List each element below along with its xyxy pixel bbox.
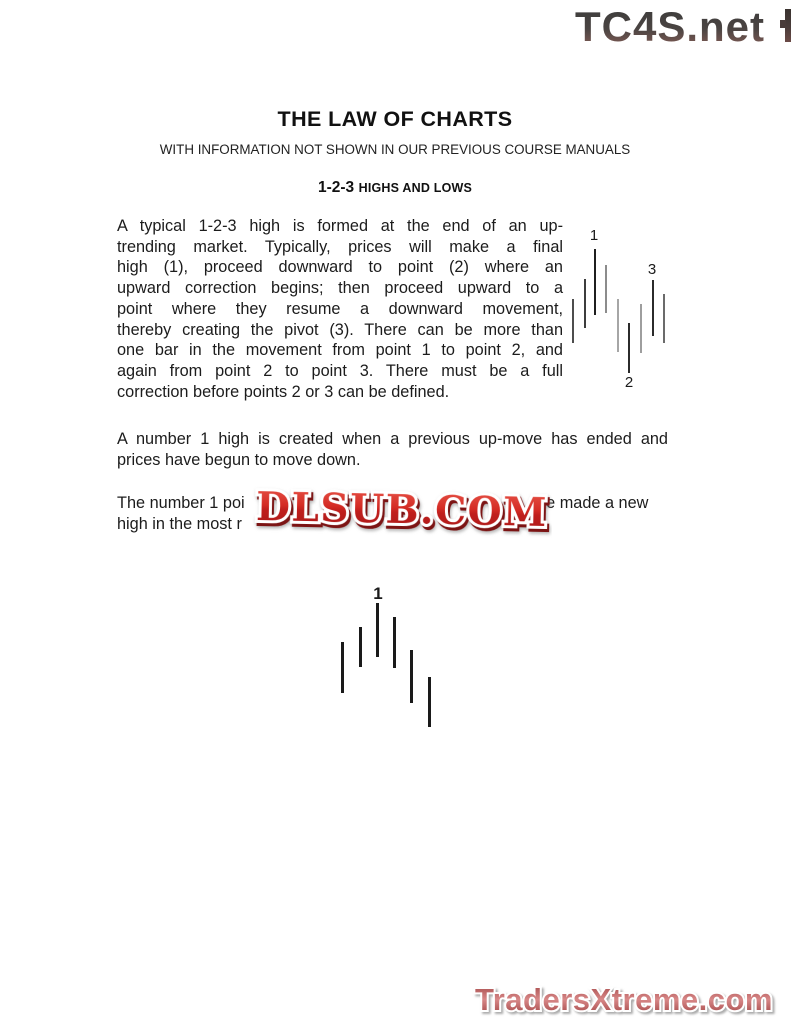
section-heading-text: HIGHS AND LOWS	[358, 181, 473, 195]
paragraph-1-line: upward correction begins; then proceed upward to a	[117, 279, 563, 298]
tradersxtreme-logo	[468, 977, 780, 1023]
price-bar	[652, 280, 654, 336]
section-heading-number: 1-2-3	[317, 179, 355, 196]
paragraph-1-line: correction before points 2 or 3 can be defined.	[117, 382, 450, 401]
price-bar	[359, 627, 362, 667]
paragraph-2-line: prices have begun to move down.	[117, 450, 361, 469]
chart-point-label: 2	[624, 374, 634, 391]
price-bar	[617, 299, 619, 352]
chart-number-1-high	[330, 585, 440, 735]
paragraph-3-fragment-end: ve made a new	[538, 494, 649, 512]
price-bar	[341, 642, 344, 693]
price-bar	[640, 304, 642, 353]
paragraph-2-line: A number 1 high is created when a previous up-move has ended and	[117, 430, 668, 448]
tc4s-logo-text: TC4S.net	[574, 3, 766, 50]
chart-point-label: 1	[589, 227, 599, 244]
page-subtitle: WITH INFORMATION NOT SHOWN IN OUR PREVIOUS COURSE MANUALS	[159, 142, 631, 157]
price-bar	[428, 677, 431, 727]
tradersxtreme-logo-text: TradersXtreme.com	[475, 982, 773, 1017]
price-bar	[628, 323, 630, 373]
paragraph-1-line: again from point 2 to point 3. There must be a full	[117, 361, 563, 380]
clipped-corner-mark-arm	[780, 20, 786, 28]
paragraph-1-line: A typical 1-2-3 high is formed at the end of an up-	[117, 217, 563, 235]
section-heading	[117, 179, 673, 197]
paragraph-2	[117, 429, 668, 470]
dlsub-watermark	[252, 478, 552, 538]
price-bar	[393, 617, 396, 668]
paragraph-1-line: high (1), proceed downward to point (2) where an	[117, 258, 563, 277]
price-bar	[605, 265, 607, 313]
price-bar	[594, 249, 596, 315]
price-bar	[376, 603, 379, 657]
paragraph-3-fragment-start: The number 1 poi	[117, 494, 245, 512]
price-bar	[584, 279, 586, 328]
paragraph-3-line-2: high in the most r	[117, 514, 242, 533]
paragraph-1	[117, 216, 563, 402]
paragraph-1-line: trending market. Typically, prices will make a final	[117, 237, 563, 256]
paragraph-1-line: point where they resume a downward movement,	[117, 299, 563, 318]
paragraph-1-line: thereby creating the pivot (3). There can be more than	[117, 320, 563, 339]
price-bar	[410, 650, 413, 703]
dlsub-watermark-text: DLSUB.COM	[255, 483, 549, 537]
price-bar	[663, 294, 665, 343]
tc4s-logo	[558, 2, 782, 50]
price-bar	[572, 299, 574, 343]
chart-point-label: 1	[373, 584, 383, 603]
page-title: THE LAW OF CHARTS	[277, 107, 513, 131]
chart-123-high	[560, 222, 678, 402]
chart-point-label: 3	[647, 261, 657, 278]
paragraph-1-line: one bar in the movement from point 1 to point 2, and	[117, 341, 563, 360]
